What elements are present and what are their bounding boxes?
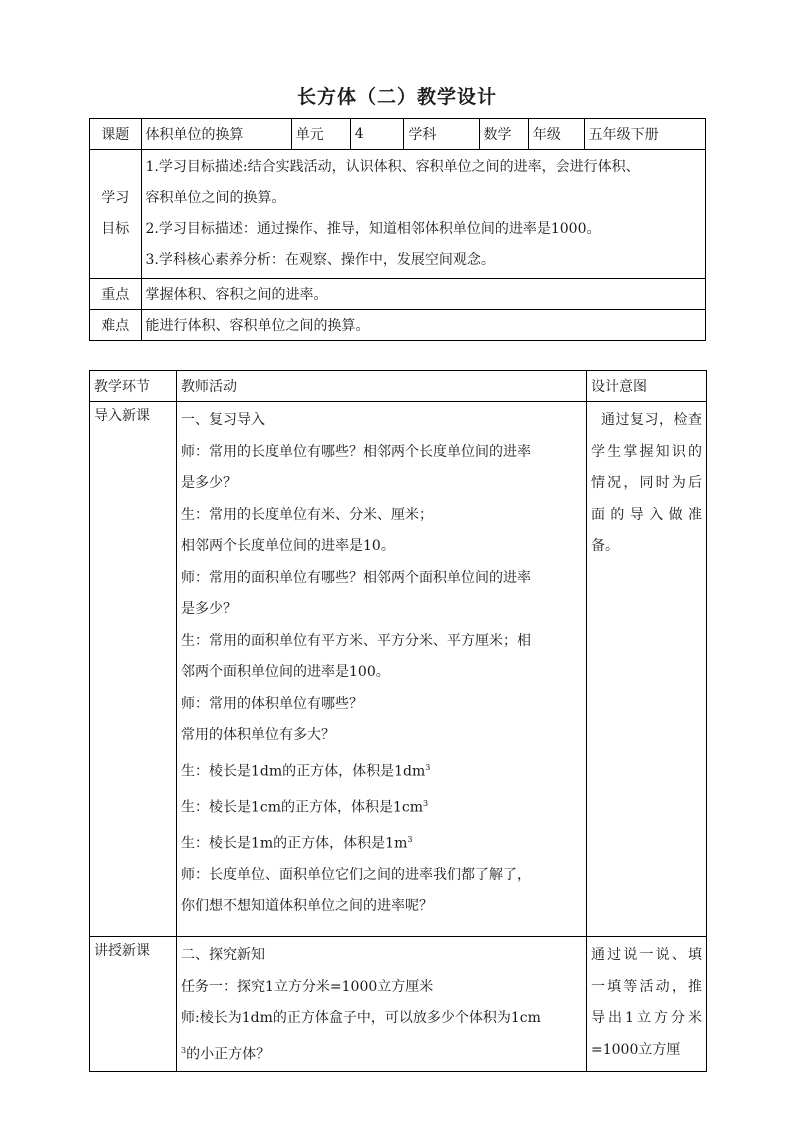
plan-header-row — [90, 371, 707, 402]
topic-label: 课题 — [90, 119, 142, 150]
key-point-row — [90, 279, 706, 310]
unit-label: 单元 — [291, 119, 350, 150]
cube-superscript: 3 — [423, 798, 429, 808]
header-design-intent: 设计意图 — [587, 371, 707, 402]
cube-superscript: 3 — [425, 762, 431, 772]
activity-line: 生：棱长是1cm的正方体，体积是$1cm^3$ — [181, 798, 429, 816]
activity-line: 二、探究新知 — [181, 947, 265, 963]
activity-line: 一、复习导入 — [181, 412, 265, 428]
teaching-plan-table — [89, 370, 707, 1072]
topic-value: 体积单位的换算 — [141, 119, 291, 150]
subject-value: 数学 — [479, 119, 528, 150]
stage-intro: 导入新课 — [90, 402, 177, 937]
goal-line: 3.学科核心素养分析：在观察、操作中，发展空间观念。 — [145, 252, 495, 268]
subject-label: 学科 — [404, 119, 479, 150]
activity-line: 生：棱长是1m的正方体，体积是$1m^3$ — [181, 834, 413, 852]
activity-line: 任务一：探究1立方分米=1000立方厘米 — [181, 978, 434, 995]
key-point-value: 掌握体积、容积之间的进率。 — [141, 279, 706, 310]
stage-new-lesson: 讲授新课 — [90, 937, 177, 1072]
page-title: 长方体（二）教学设计 — [296, 86, 497, 108]
activity-line: 师：常用的体积单位有哪些？ — [181, 695, 363, 712]
plan-row-new-lesson — [90, 937, 707, 1072]
intro-intent: 通过复习，检查学生掌握知识的情况，同时为后面的导入做准备。 — [587, 402, 707, 937]
topic-row — [90, 119, 706, 150]
goals-content — [141, 150, 706, 279]
activity-line: 师：长度单位、面积单位它们之间的进率我们都了解了， — [181, 866, 531, 883]
difficulty-value: 能进行体积、容积单位之间的换算。 — [141, 310, 706, 341]
difficulty-label: 难点 — [90, 310, 142, 341]
new-lesson-activity — [177, 937, 587, 1072]
activity-line: 生：常用的面积单位有平方米、平方分米、平方厘米；相 — [181, 632, 531, 649]
cube-superscript: 3 — [181, 1045, 187, 1055]
activity-line: 是多少？ — [181, 601, 237, 617]
header-stage: 教学环节 — [90, 371, 177, 402]
activity-line: 相邻两个长度单位间的进率是10。 — [181, 538, 395, 554]
intro-activity — [177, 402, 587, 937]
cube-superscript: 3 — [407, 834, 413, 844]
goals-label: 学习 目标 — [90, 150, 142, 279]
goal-line: 1.学习目标描述:结合实践活动，认识体积、容积单位之间的进率，会进行体积、 — [145, 159, 640, 175]
activity-line: $^3$的小正方体？ — [181, 1045, 271, 1063]
activity-line: 师：常用的面积单位有哪些？相邻两个面积单位间的进率 — [181, 569, 531, 586]
new-lesson-intent: 通过说一说、填一填等活动，推导出1立方分米=1000立方厘 — [587, 937, 707, 1072]
activity-line: 生：棱长是1dm的正方体，体积是$1dm^3$ — [181, 762, 431, 780]
goal-line: 容积单位之间的换算。 — [145, 190, 286, 206]
unit-value: 4 — [350, 119, 404, 150]
difficulty-row — [90, 310, 706, 341]
activity-line: 是多少？ — [181, 475, 237, 491]
activity-line: 师:棱长为1dm的正方体盒子中，可以放多少个体积为1cm — [181, 1010, 541, 1026]
lesson-info-table — [89, 118, 706, 341]
activity-line: 生：常用的长度单位有米、分米、厘米； — [181, 506, 433, 523]
activity-line: 你们想不想知道体积单位之间的进率呢？ — [181, 898, 433, 915]
header-teacher-activity: 教师活动 — [177, 371, 587, 402]
activity-line: 邻两个面积单位间的进率是100。 — [181, 664, 390, 680]
plan-row-intro — [90, 402, 707, 937]
grade-label: 年级 — [528, 119, 584, 150]
key-point-label: 重点 — [90, 279, 142, 310]
activity-line: 常用的体积单位有多大？ — [181, 727, 335, 743]
goals-row — [90, 150, 706, 279]
grade-value: 五年级下册 — [584, 119, 705, 150]
goal-line: 2.学习目标描述：通过操作、推导，知道相邻体积单位间的进率是1000。 — [145, 221, 601, 237]
activity-line: 师：常用的长度单位有哪些？相邻两个长度单位间的进率 — [181, 443, 531, 460]
